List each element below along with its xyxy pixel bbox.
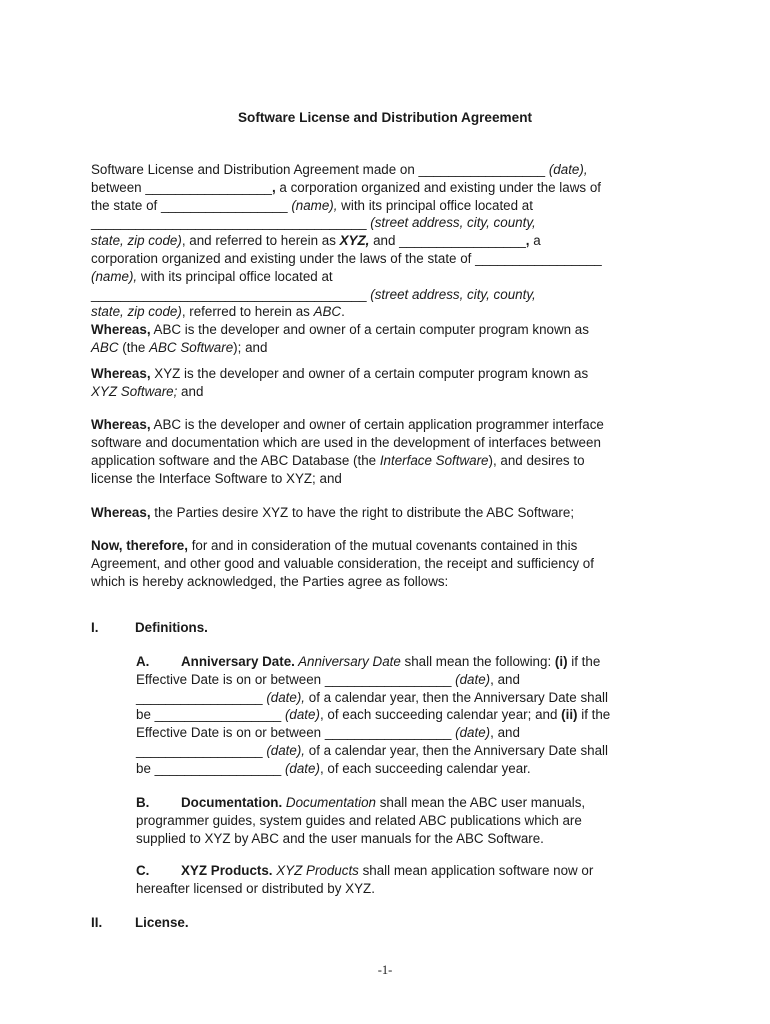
now-therefore-paragraph: Now, therefore, for and in consideration of the mutual covenants contained in this: [91, 538, 578, 554]
definition-xyz-products: C. XYZ Products. XYZ Products shall mean application software now or hereafter licensed or distributed by XYZ.: [136, 863, 594, 896]
whereas-paragraph: Whereas, ABC is the developer and owner of certain application programmer interface: [91, 417, 604, 433]
whereas-paragraph-line: software and documentation which are used in the development of interfaces between: [91, 435, 601, 451]
whereas-paragraph-line: ABC (the ABC Software); and: [91, 339, 268, 355]
intro-line: corporation organized and existing under the laws of the state of _________________: [91, 250, 602, 266]
now-therefore-line: Agreement, and other good and valuable consideration, the receipt and sufficiency of: [91, 556, 594, 572]
whereas-paragraph: Whereas, ABC is the developer and owner of a certain computer program known as: [91, 322, 589, 338]
intro-line: between _________________, a corporation organized and existing under the laws of: [91, 179, 601, 195]
intro-line: _____________________________________ (street address, city, county,: [91, 286, 536, 302]
whereas-paragraph-line: XYZ Software; and: [91, 383, 204, 399]
whereas-paragraph: Whereas, XYZ is the developer and owner of a certain computer program known as: [91, 365, 589, 381]
whereas-paragraph: Whereas, the Parties desire XYZ to have the right to distribute the ABC Software;: [91, 504, 575, 520]
intro-line: state, zip code), and referred to herein as XYZ, and _________________, a: [91, 233, 541, 249]
intro-paragraph: [91, 161, 691, 591]
definition-documentation: B. Documentation. Documentation shall mean the ABC user manuals, programmer guides, system guides and related ABC publications which are supplied to XYZ by ABC and the user manuals for the ABC Software.: [136, 795, 586, 846]
now-therefore-line: which is hereby acknowledged, the Parties agree as follows:: [91, 573, 449, 589]
whereas-paragraph-line: application software and the ABC Database (the Interface Software), and desires to: [91, 452, 585, 468]
section-heading-license: II. License.: [91, 915, 189, 930]
intro-line: the state of _________________ (name), with its principal office located at: [91, 197, 533, 213]
document-title: Software License and Distribution Agreement: [237, 110, 533, 125]
whereas-paragraph-line: license the Interface Software to XYZ; and: [91, 470, 342, 486]
page-number: -1-: [377, 963, 393, 977]
definition-anniversary-date: A. Anniversary Date. Anniversary Date shall mean the following: (i) if the Effective Date is on or between _________________ (date), and _________________ (date), of a calendar year, then the Anniversary Date shall be _________________ (date), of each succeeding calendar year; and (ii) if the Effective Date is on or between _________________ (date), and _________________ (date), of a calendar year, then the Anniversary Date shall be _________________ (date), of each succeeding calendar year.: [136, 654, 611, 776]
intro-line: _____________________________________ (street address, city, county,: [91, 215, 536, 231]
intro-line: (name), with its principal office located at: [91, 268, 333, 284]
section-heading-definitions: I. Definitions.: [91, 620, 208, 635]
intro-line: state, zip code), referred to herein as ABC.: [91, 304, 345, 320]
intro-line: Software License and Distribution Agreement made on _________________ (date),: [91, 162, 588, 177]
